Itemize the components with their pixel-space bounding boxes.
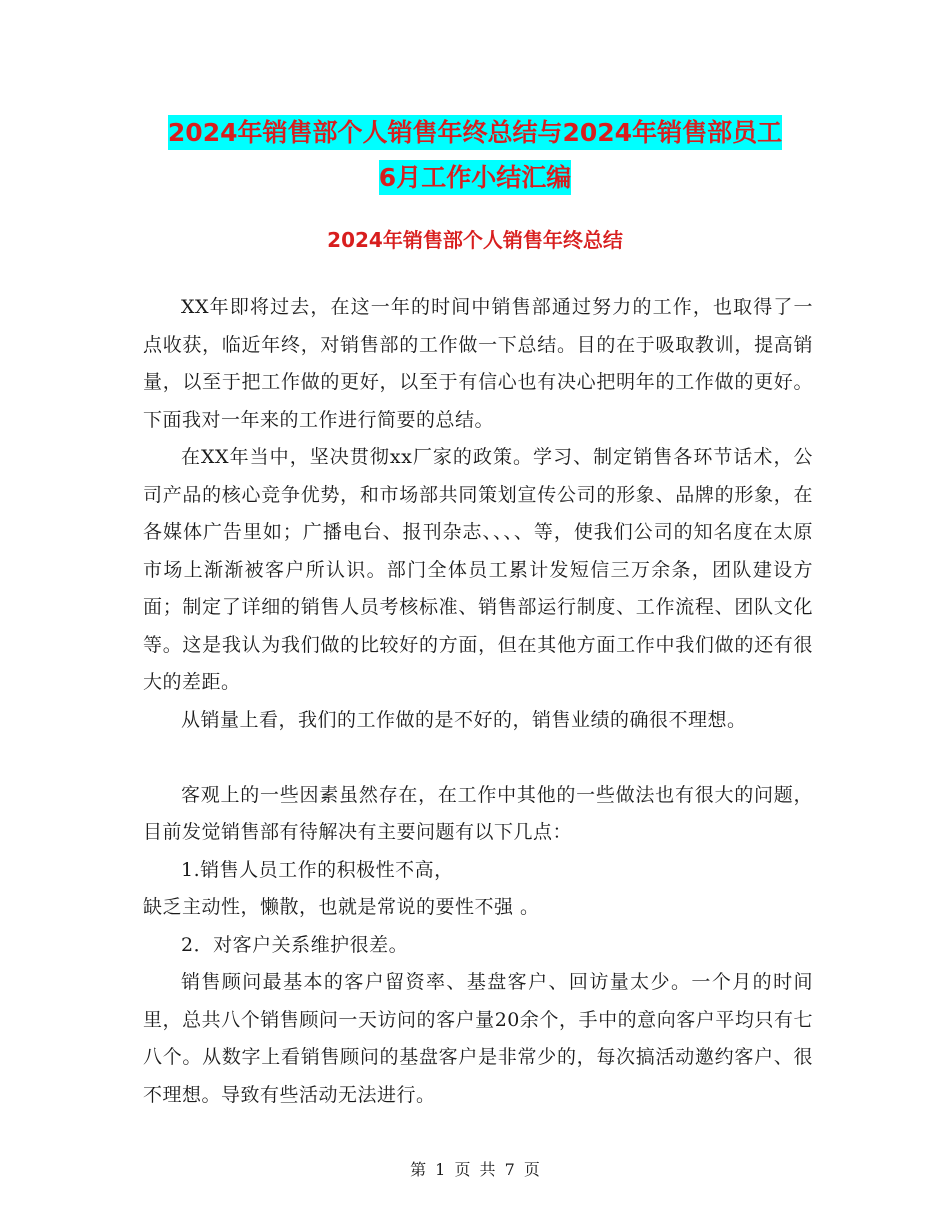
document-title-line-2-text: 6月工作小结汇编: [379, 160, 571, 195]
paragraph-spacer: [143, 739, 813, 777]
paragraph-problem-2-detail: 销售顾问最基本的客户留资率、基盘客户、回访量太少。一个月的时间里，总共八个销售顾问一天访问的客户量20余个，手中的意向客户平均只有七八个。从数字上看销售顾问的基盘客户是非常少的，每次搞活动邀约客户、很不理想。导致有些活动无法进行。: [143, 971, 813, 1106]
document-title-line-2: [0, 158, 950, 194]
list-item-problem-2: 2．对客户关系维护很差。: [181, 933, 409, 956]
document-body: [143, 289, 813, 1114]
paragraph-problem-1-detail: 缺乏主动性，懒散，也就是常说的要性不强 。: [143, 896, 540, 918]
paragraph-sales-volume: 从销量上看，我们的工作做的是不好的，销售业绩的确很不理想。: [181, 708, 747, 731]
paragraph-problems-intro: 客观上的一些因素虽然存在，在工作中其他的一些做法也有很大的问题，目前发觉销售部有待解决有主要问题有以下几点：: [143, 783, 813, 843]
paragraph-intro: XX年即将过去，在这一年的时间中销售部通过努力的工作，也取得了一点收获，临近年终，对销售部的工作做一下总结。目的在于吸取教训，提高销量，以至于把工作做的更好，以至于有信心也有决心把明年的工作做的更好。下面我对一年来的工作进行简要的总结。: [143, 296, 813, 431]
page-indicator: 第 1 页 共 7 页: [410, 1160, 540, 1179]
section-heading: 2024年销售部个人销售年终总结: [327, 228, 623, 252]
paragraph-achievements: 在XX年当中，坚决贯彻xx厂家的政策。学习、制定销售各环节话术，公司产品的核心竞争优势，和市场部共同策划宣传公司的形象、品牌的形象，在各媒体广告里如；广播电台、报刊杂志、、、、等，使我们公司的知名度在太原市场上渐渐被客户所认识。部门全体员工累计发短信三万余条，团队建设方面；制定了详细的销售人员考核标准、销售部运行制度、工作流程、团队文化等。这是我认为我们做的比较好的方面，但在其他方面工作中我们做的还有很大的差距。: [143, 446, 813, 693]
document-title-line-1: [0, 113, 950, 149]
list-item-problem-1: 1.销售人员工作的积极性不高，: [181, 858, 454, 881]
document-title-line-1-text: 2024年销售部个人销售年终总结与2024年销售部员工: [168, 115, 782, 150]
